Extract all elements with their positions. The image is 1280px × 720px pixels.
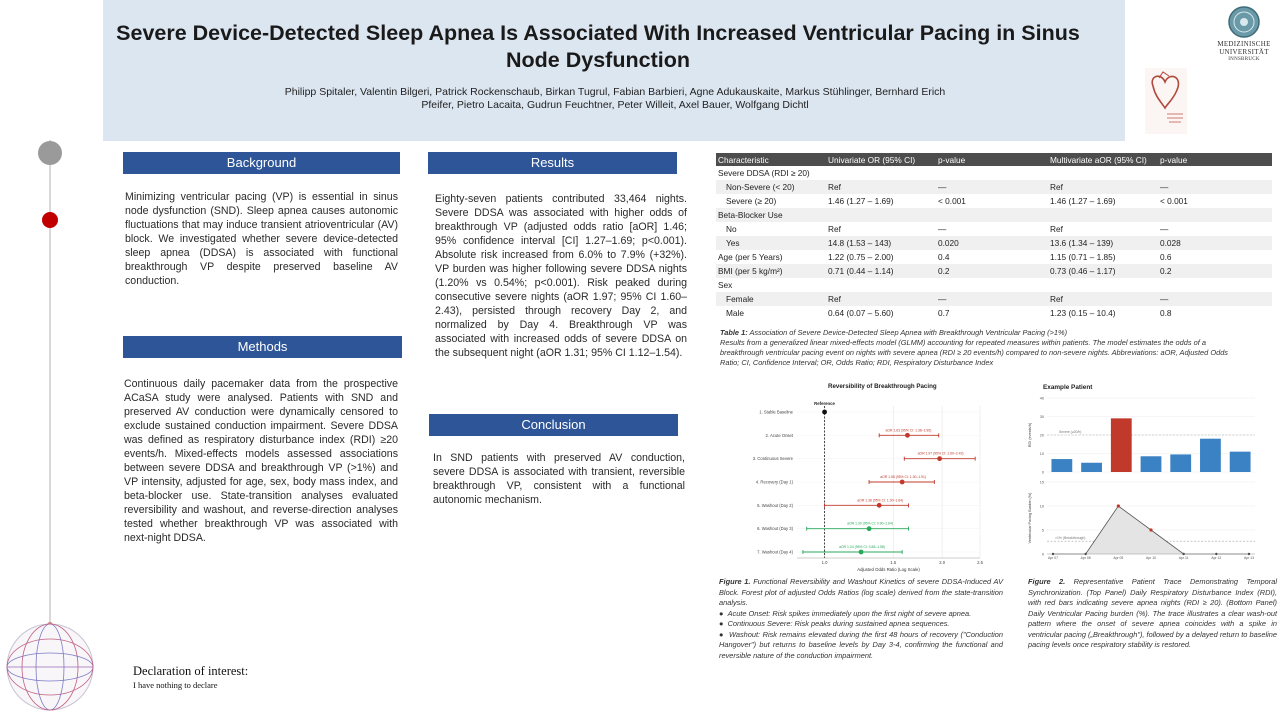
table-cell: 0.4 [936, 250, 1048, 264]
table-row-label: Beta-Blocker Use [716, 208, 826, 222]
table-cell: 0.7 [936, 306, 1048, 320]
table-caption-title: Association of Severe Device-Detected Sleep Apnea with Breakthrough Ventricular Pacing (>1%) [749, 328, 1068, 337]
patient-y-label: Ventricular Pacing Burden (%) [1028, 492, 1032, 544]
table-row-label: Severe (≥ 20) [716, 194, 826, 208]
table-header-cell: Univariate OR (95% CI) [826, 153, 936, 166]
patient-trace-chart [1025, 378, 1275, 574]
heart-drawing-icon [1145, 68, 1187, 134]
patient-tick-label: 40 [1039, 396, 1044, 401]
patient-rdi-bar [1170, 454, 1191, 472]
forest-category-label: 6. Washout (Day 3) [757, 526, 793, 532]
table-cell: 1.23 (0.15 – 10.4) [1048, 306, 1158, 320]
timeline-decoration [0, 140, 100, 720]
table-cell [1158, 208, 1272, 222]
logo-line-1: MEDIZINISCHE [1217, 40, 1271, 48]
forest-x-label: Adjusted Odds Ratio (Log Scale) [857, 567, 920, 572]
table-row-label: Yes [716, 236, 826, 250]
forest-category-label: 2. Acute Onset [765, 432, 793, 438]
patient-title: Example Patient [1043, 384, 1093, 391]
patient-rdi-bar [1230, 452, 1251, 472]
university-name [1208, 40, 1280, 64]
table-header-cell: p-value [1158, 153, 1272, 166]
patient-date-label: Apr 11 [1178, 556, 1189, 560]
table-caption-label: Table 1: [720, 328, 748, 337]
patient-tick-label: 10 [1039, 452, 1044, 456]
table-cell: 13.6 (1.34 – 139) [1048, 236, 1158, 250]
table-row-label: Sex [716, 278, 826, 292]
forest-plot [718, 378, 1008, 574]
results-text: Eighty-seven patients contributed 33,464 nights. Severe DDSA was associated with higher odds of breakthrough VP (adjusted odds ratio [aOR] 1.46; 95% confidence interval [CI] 1.27–1.69; p<0.001). Absolute risk increased from 6.0% to 7.9% (+32%). VP burden was higher following severe DDSA nights (1.20% vs 0.54%; p<0.001). Risk peaked during consecutive severe nights (aOR 1.97; 95% CI 1.60–2.43), persisted through recovery Day 2, and normalized by Day 4. Breakthrough VP was associated with increased odds of severe DDSA on the subsequent night (aOR 1.31; 95% CI 1.12–1.54). [435, 193, 687, 359]
table-cell: — [936, 180, 1048, 194]
table-cell: — [1158, 222, 1272, 236]
table-row-label: Age (per 5 Years) [716, 250, 826, 264]
author-list: Philipp Spitaler, Valentin Bilgeri, Patrick Rockenschaub, Birkan Tugrul, Fabian Barbieri, Agne Adukauskaite, Markus Stühlinger, Bernhard Erich Pfeifer, Pietro Lacaita, Gudrun Feuchtner, Peter Willeit, Axel Bauer, Wolfgang Dichtl [284, 86, 946, 111]
poster-title: Severe Device-Detected Sleep Apnea Is Associated With Increased Ventricular Pacing in Sinus Node Dysfunction [116, 21, 1080, 72]
table-header-cell: Characteristic [716, 153, 826, 166]
table-cell [826, 208, 936, 222]
patient-tick-label: 10 [1039, 504, 1044, 509]
forest-point-label: aOR 1.97 (95% CI: 1.60–2.43) [917, 451, 964, 456]
table-cell: 0.6 [1158, 250, 1272, 264]
forest-category-label: 5. Washout (Day 2) [757, 502, 793, 508]
background-heading: Background [123, 152, 400, 174]
conclusion-heading: Conclusion [429, 414, 678, 436]
patient-threshold-label: >1% (Breakthrough) [1055, 536, 1086, 541]
table-row-label: Severe DDSA (RDI ≥ 20) [716, 166, 826, 180]
forest-point [877, 503, 882, 508]
table-cell: — [1158, 292, 1272, 306]
table-cell [1158, 278, 1272, 292]
table-cell: 0.73 (0.46 – 1.17) [1048, 264, 1158, 278]
forest-point [937, 456, 942, 461]
table-row [716, 278, 1272, 292]
table-row [716, 222, 1272, 236]
figure1-bullet: ● Continuous Severe: Risk peaks during sustained apnea sequences. [719, 619, 1003, 630]
table-row [716, 194, 1272, 208]
table-cell: 1.15 (0.71 – 1.85) [1048, 250, 1158, 264]
table-cell: < 0.001 [936, 194, 1048, 208]
table-cell: Ref [1048, 180, 1158, 194]
table-caption [720, 328, 1230, 368]
table-cell [936, 166, 1048, 180]
forest-point-label: aOR 1.58 (95% CI: 1.30–1.91) [880, 475, 927, 479]
forest-category-label: 4. Recovery (Day 1) [755, 479, 793, 485]
table-cell: 0.2 [936, 264, 1048, 278]
figure1-bullet: ● Acute Onset: Risk spikes immediately upon the first night of severe apnea. [719, 609, 1003, 620]
patient-date-label: Apr 08 [1080, 556, 1091, 560]
figure1-bullet: ● Washout: Risk remains elevated during the first 48 hours of recovery ("Conduction Hangover") but returns to baseline levels by Day 3-4, confirming the functional and reversible nature of the conduction impairment. [719, 630, 1003, 662]
forest-point [822, 410, 827, 415]
forest-tick-label: 2.0 [939, 560, 946, 565]
patient-vp-point [1117, 504, 1120, 507]
table-row-label: No [716, 222, 826, 236]
table-row [716, 306, 1272, 320]
table-row [716, 250, 1272, 264]
patient-y-label: RDI (events/h) [1028, 422, 1032, 448]
methods-heading: Methods [123, 336, 402, 358]
methods-text: Continuous daily pacemaker data from the prospective ACaSA study were analysed. Patients with SND and preserved AV conduction were dynamically censored to exclude sustained conduction impairment. Severe DDSA was defined as respiratory disturbance index (RDI) ≥20 events/h. Mixed-effects models assessed associations between severe DDSA and breakthrough VP (>1%) and VP intensity, adjusted for age, sex, body mass index, and beta-blocker use. State-transition analyses evaluated reversibility and washout, and reverse-direction analyses tested whether breakthrough VP was associated with next-night DDSA. [124, 378, 398, 544]
table-cell: 1.22 (0.75 – 2.00) [826, 250, 936, 264]
table-row-label: Female [716, 292, 826, 306]
table-caption-body: Results from a generalized linear mixed-effects model (GLMM) accounting for repeated measures within patients. The model estimates the odds of a breakthrough ventricular pacing event on nights with severe apnea (RDI ≥ 20 events/h) compared to non-severe nights. Abbreviations: aOR, Adjusted Odds Ratio; CI, Confidence Interval; OR, Odds Ratio; RDI, Respiratory Disturbance Index [720, 338, 1228, 367]
patient-rdi-bar [1141, 456, 1162, 472]
figure2-caption [1028, 577, 1277, 651]
forest-tick-label: 2.5 [977, 560, 983, 565]
table-body [716, 166, 1272, 320]
table-cell: Ref [1048, 292, 1158, 306]
patient-threshold-label: Severe (≥20/h) [1059, 430, 1082, 434]
table-row-label: BMI (per 5 kg/m²) [716, 264, 826, 278]
patient-tick-label: 0 [1041, 470, 1044, 475]
table-cell: 0.028 [1158, 236, 1272, 250]
table-cell: — [936, 292, 1048, 306]
table-cell [826, 278, 936, 292]
table-cell [1048, 208, 1158, 222]
forest-category-label: 3. Continuous Severe [752, 456, 793, 462]
forest-point [867, 526, 872, 531]
forest-category-label: 7. Washout (Day 4) [757, 549, 793, 555]
table-header-cell: p-value [936, 153, 1048, 166]
table-cell [1048, 278, 1158, 292]
patient-tick-label: 30 [1039, 415, 1044, 419]
forest-tick-label: 1.5 [890, 560, 897, 565]
table-cell: 0.020 [936, 236, 1048, 250]
patient-vp-point [1149, 528, 1152, 531]
forest-point-label: aOR 1.30 (95% CI: 0.90–1.64) [847, 521, 893, 526]
logo-line-2: UNIVERSITÄT [1219, 48, 1269, 56]
patient-tick-label: 20 [1039, 433, 1044, 438]
forest-reference-label: Reference [814, 401, 835, 406]
table-cell: 0.64 (0.07 – 5.60) [826, 306, 936, 320]
logo-line-3: INNSBRUCK [1228, 57, 1260, 62]
table-cell: 14.8 (1.53 – 143) [826, 236, 936, 250]
table-cell [1158, 166, 1272, 180]
background-text: Minimizing ventricular pacing (VP) is essential in sinus node dysfunction (SND). Sleep apnea causes autonomic fluctuations that may induce transient atrioventricular (AV) block. We investigated whether severe device-detected sleep apnea (DDSA) is associated with functional breakthrough VP despite preserved baseline AV conduction. [125, 191, 398, 287]
conclusion-text: In SND patients with preserved AV conduction, severe DDSA is associated with transient, reversible breakthrough VP, consistent with a functional autonomic mechanism. [433, 452, 685, 506]
table-cell: 1.46 (1.27 – 1.69) [1048, 194, 1158, 208]
table-cell [826, 166, 936, 180]
patient-date-label: Apr 07 [1048, 556, 1058, 560]
patient-rdi-bar [1051, 459, 1072, 472]
patient-date-label: Apr 13 [1244, 556, 1254, 560]
figure1-caption-label: Figure 1. [719, 577, 751, 586]
declaration-text: I have nothing to declare [133, 680, 218, 690]
patient-rdi-bar [1111, 418, 1132, 472]
table-row [716, 236, 1272, 250]
patient-date-label: Apr 12 [1211, 556, 1222, 560]
declaration-title: Declaration of interest: [133, 664, 249, 678]
forest-title: Reversibility of Breakthrough Pacing [828, 383, 937, 390]
table-cell [1048, 166, 1158, 180]
table-header-row [716, 153, 1272, 166]
table-cell: — [936, 222, 1048, 236]
patient-tick-label: 15 [1039, 480, 1044, 485]
table-cell: Ref [826, 222, 936, 236]
forest-point [859, 550, 864, 555]
table-row [716, 264, 1272, 278]
table-cell: Ref [826, 292, 936, 306]
forest-category-label: 1. Stable Baseline [759, 409, 793, 415]
forest-point-label: aOR 1.24 (95% CI: 0.88–1.58) [839, 545, 885, 549]
table-cell [936, 208, 1048, 222]
table-cell: — [1158, 180, 1272, 194]
table-cell: 0.71 (0.44 – 1.14) [826, 264, 936, 278]
table-row [716, 166, 1272, 180]
forest-point [905, 433, 910, 438]
patient-rdi-bar [1081, 463, 1102, 472]
forest-point-label: aOR 1.63 (95% CI: 1.38–1.96) [885, 428, 932, 433]
odds-ratio-table [716, 153, 1272, 320]
table-cell: 0.2 [1158, 264, 1272, 278]
table-cell: 0.8 [1158, 306, 1272, 320]
table-row [716, 208, 1272, 222]
table-cell: Ref [1048, 222, 1158, 236]
patient-tick-label: 5 [1041, 528, 1044, 533]
figure1-caption-title: Functional Reversibility and Washout Kinetics of severe DDSA-Induced AV Block. Forest plot of adjusted Odds Ratios (log scale) derived from the state-transition analysis. [719, 577, 1004, 607]
figure1-bullets [719, 609, 1003, 662]
figure1-caption [719, 577, 1003, 661]
patient-date-label: Apr 10 [1146, 556, 1156, 560]
table-row-label: Male [716, 306, 826, 320]
patient-rdi-bar [1200, 439, 1221, 472]
table-cell: 1.46 (1.27 – 1.69) [826, 194, 936, 208]
forest-point-label: aOR 1.38 (95% CI: 1.00–1.64) [857, 498, 904, 503]
forest-point [900, 480, 905, 485]
table-cell: Ref [826, 180, 936, 194]
table-row [716, 180, 1272, 194]
figure2-caption-body: Representative Patient Trace Demonstrating Temporal Synchronization. (Top Panel) Daily Respiratory Disturbance Index (RDI), with red bars indicating severe apnea nights (RDI ≥ 20). (Bottom Panel) Daily Ventricular Pacing burden (%). The trace illustrates a clear wash-out pattern where the onset of severe apnea coincides with a spike in ventricular pacing („Breakthrough"), followed by a delayed return to baseline pacing levels once respiratory stability is restored. [1028, 577, 1277, 649]
patient-tick-label: 0 [1041, 552, 1044, 557]
forest-tick-label: 1.0 [821, 560, 828, 565]
patient-date-label: Apr 09 [1113, 556, 1124, 560]
table-cell [936, 278, 1048, 292]
table-cell: < 0.001 [1158, 194, 1272, 208]
table-header-cell: Multivariate aOR (95% CI) [1048, 153, 1158, 166]
table-row-label: Non-Severe (< 20) [716, 180, 826, 194]
figure2-caption-label: Figure 2. [1028, 577, 1066, 586]
table-row [716, 292, 1272, 306]
results-heading: Results [428, 152, 677, 174]
